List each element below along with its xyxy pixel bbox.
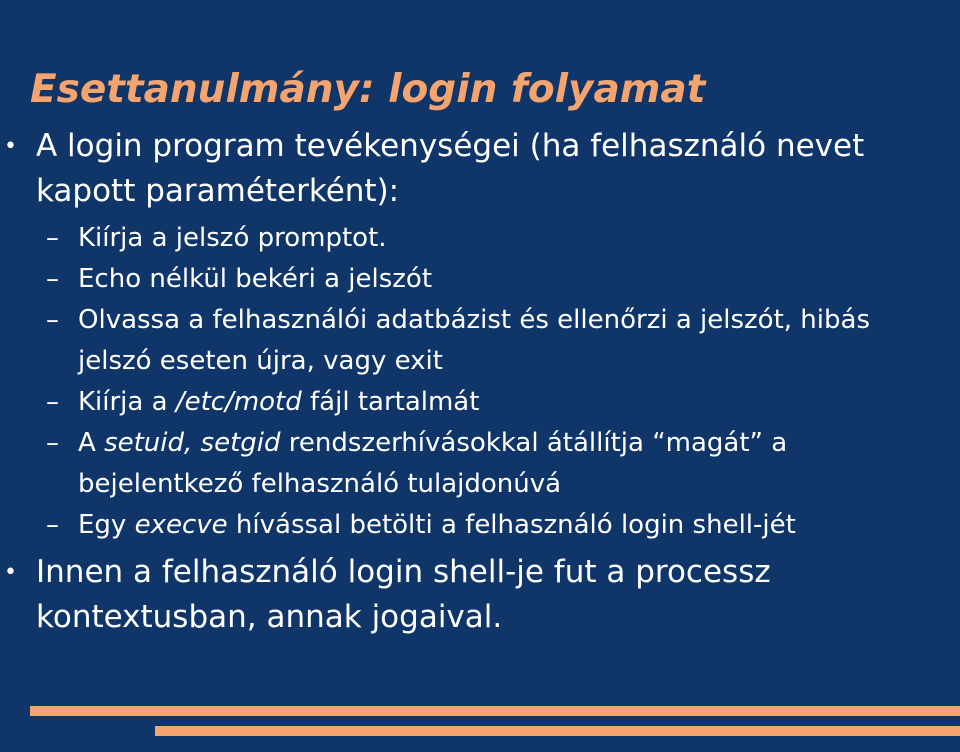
sub-bullet-text: Olvassa a felhasználói adatbázist és ellenőrzi a jelszót, hibás jelszó eseten újra, vagy exit <box>78 305 870 376</box>
syscall-name-text: execve <box>134 510 228 540</box>
sub-bullet-list <box>0 218 960 546</box>
slide-content <box>0 124 960 640</box>
sub-bullet-item <box>0 423 928 505</box>
sub-bullet-item <box>0 505 928 546</box>
sub-bullet-text: Kiírja a jelszó promptot. <box>78 223 387 253</box>
sub-bullet-text: Echo nélkül bekéri a jelszót <box>78 264 433 294</box>
bullet-marker: • <box>4 560 17 585</box>
sub-bullet-item <box>0 259 928 300</box>
sub-bullet-item <box>0 382 928 423</box>
file-path-text: /etc/motd <box>175 387 302 417</box>
sub-bullet-item <box>0 218 928 259</box>
decorative-bar-bottom <box>155 726 960 736</box>
bullet-text: A login program tevékenységei (ha felhasználó nevet kapott paraméterként): <box>36 128 865 209</box>
sub-bullet-text: A <box>78 428 105 458</box>
sub-bullet-text: fájl tartalmát <box>301 387 480 417</box>
sub-bullet-text: hívással betölti a felhasználó login shell-jét <box>227 510 796 540</box>
dash-marker: – <box>46 428 59 458</box>
sub-bullet-text: Egy <box>78 510 135 540</box>
bullet-marker: • <box>4 134 17 159</box>
bullet-text: Innen a felhasználó login shell-je fut a processz kontextusban, annak jogaival. <box>36 554 771 635</box>
bullet-item <box>0 550 936 640</box>
sub-bullet-text: Kiírja a <box>78 387 176 417</box>
sub-bullet-text: rendszerhívásokkal átállítja “magát” a bejelentkező felhasználó tulajdonúvá <box>78 428 788 499</box>
sub-bullet-item <box>0 300 928 382</box>
bullet-item <box>0 124 936 214</box>
dash-marker: – <box>46 510 59 540</box>
dash-marker: – <box>46 387 59 417</box>
dash-marker: – <box>46 264 59 294</box>
slide-title: Esettanulmány: login folyamat <box>30 67 706 112</box>
decorative-bar-top <box>30 706 960 716</box>
syscall-names-text: setuid, setgid <box>104 428 281 458</box>
dash-marker: – <box>46 223 59 253</box>
dash-marker: – <box>46 305 59 335</box>
